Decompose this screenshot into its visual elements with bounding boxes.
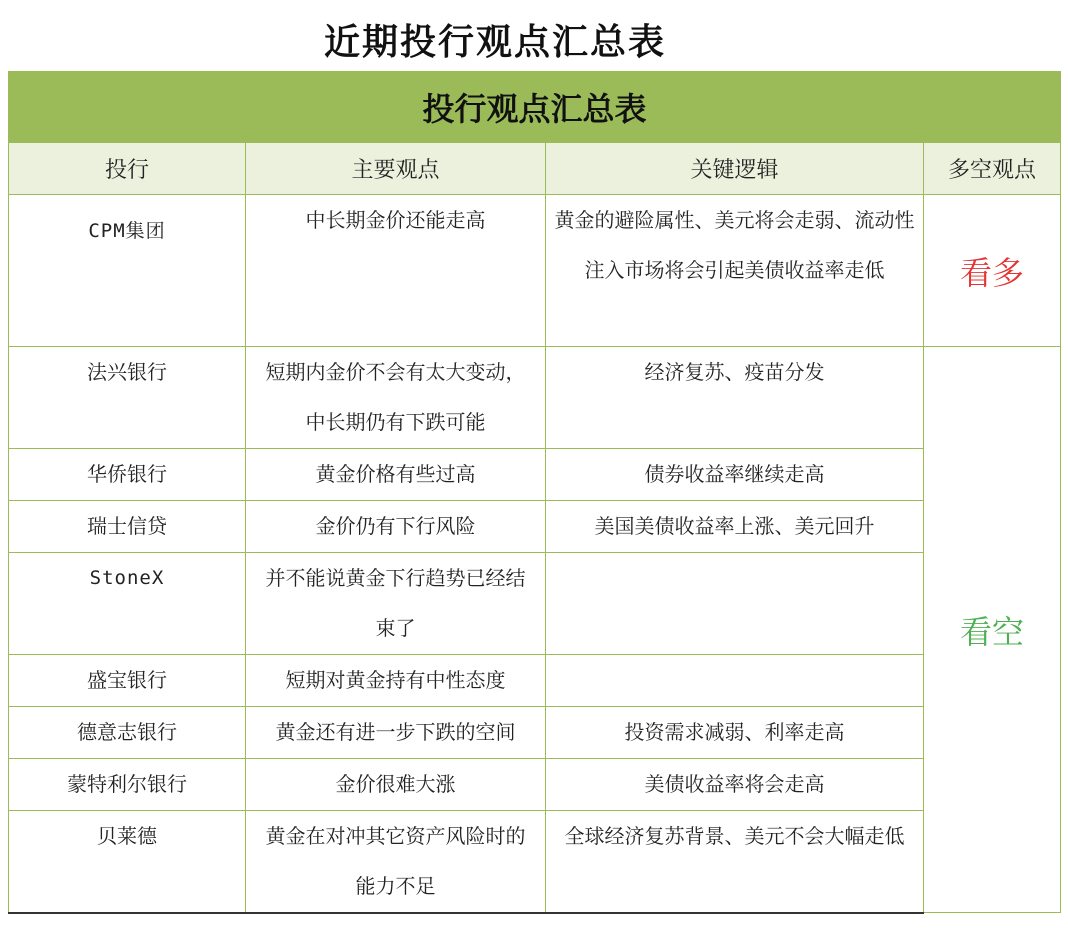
main-view-cell: 并不能说黄金下行趋势已经结束了 [246,553,546,655]
main-view-cell: 中长期金价还能走高 [246,195,546,347]
header-stance: 多空观点 [924,143,1061,195]
stance-bear-cell: 看空 [924,347,1061,913]
main-view-cell: 金价很难大涨 [246,759,546,811]
table-caption: 投行观点汇总表 [9,72,1061,143]
key-logic-cell [546,553,924,655]
table-row [9,501,1061,553]
key-logic-cell [546,655,924,707]
bank-cell: 法兴银行 [9,347,246,449]
bank-cell: 盛宝银行 [9,655,246,707]
table-row [9,811,1061,913]
summary-table [8,71,1061,914]
bank-cell: 德意志银行 [9,707,246,759]
key-logic-cell: 经济复苏、疫苗分发 [546,347,924,449]
main-view-cell: 黄金在对冲其它资产风险时的能力不足 [246,811,546,913]
key-logic-cell: 黄金的避险属性、美元将会走弱、流动性注入市场将会引起美债收益率走低 [546,195,924,347]
main-view-cell: 黄金价格有些过高 [246,449,546,501]
bank-cell: StoneX [9,553,246,655]
table-row [9,655,1061,707]
bank-cell: 贝莱德 [9,811,246,913]
table-row [9,707,1061,759]
bank-cell: CPM集团 [9,195,246,347]
table-row [9,759,1061,811]
header-bank: 投行 [9,143,246,195]
key-logic-cell: 美债收益率将会走高 [546,759,924,811]
key-logic-cell: 债券收益率继续走高 [546,449,924,501]
page-title: 近期投行观点汇总表 [323,21,666,63]
bank-cell: 瑞士信贷 [9,501,246,553]
header-key-logic: 关键逻辑 [546,143,924,195]
bank-cell: 蒙特利尔银行 [9,759,246,811]
key-logic-cell: 美国美债收益率上涨、美元回升 [546,501,924,553]
table-row [9,553,1061,655]
table-row [9,195,1061,347]
stance-bull-cell: 看多 [924,195,1061,347]
main-view-cell: 金价仍有下行风险 [246,501,546,553]
main-view-cell: 短期对黄金持有中性态度 [246,655,546,707]
key-logic-cell: 全球经济复苏背景、美元不会大幅走低 [546,811,924,913]
main-view-cell: 黄金还有进一步下跌的空间 [246,707,546,759]
table-row [9,449,1061,501]
table-row [9,347,1061,449]
key-logic-cell: 投资需求减弱、利率走高 [546,707,924,759]
main-view-cell: 短期内金价不会有太大变动，中长期仍有下跌可能 [246,347,546,449]
header-main-view: 主要观点 [246,143,546,195]
bank-cell: 华侨银行 [9,449,246,501]
